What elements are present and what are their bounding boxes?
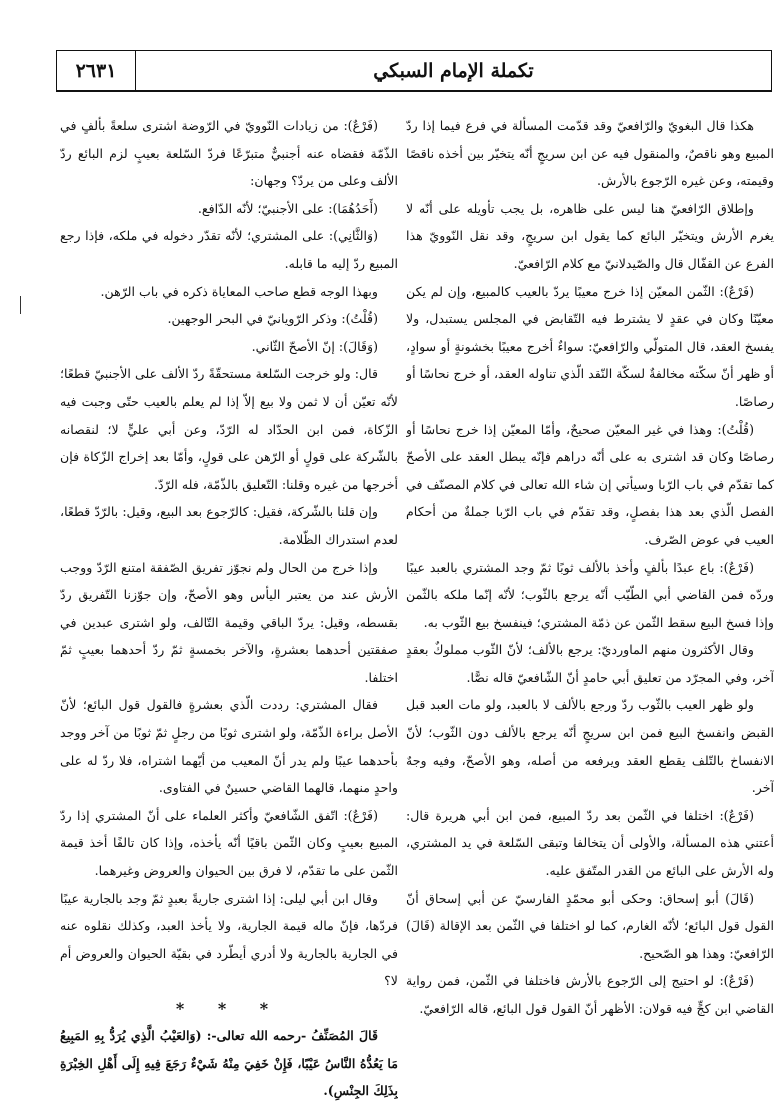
paragraph: فقال المشتري: رددت الّذي بعشرةٍ فالقول قول البائع؛ لأنّ الأصل براءة الذّمّة، ولو اشترى ثوبًا من رجلٍ ثمّ ثوبًا من آخر ووجد بأحدهما عيبًا ولم يدر أنّ المعيب من أيّهما اشتراه، فلا ردّ له على واحدٍ منهما، قالهما القاضي حسينٌ في الفتاوى.	[60, 697, 398, 796]
paragraph: (فَرْعٌ): من زيادات النّوويّ في الرّوضة اشترى سلعةً بألفٍ في الذّمّة فقضاه عنه أجنبيٌّ متبرّعًا فردّ السّلعة بعيبٍ لزم البائع ردّ الألف وعلى من يردّ؟ وجهان:	[60, 118, 398, 189]
section-separator: * * *	[175, 999, 283, 1018]
paragraph: (قُلْتُ): وهذا في غير المعيّن صحيحٌ، وأمّا المعيّن إذا خرج نحاسًا أو رصاصًا وكان قد اشترى به على أنّه دراهم فإنّه يبطل العقد على الأصحّ كما تقدّم في باب الرّبا وسيأتي إن شاء الله تعالى في كلام المصنّف في الفصل الّذي بعد هذا بفصلٍ، وقد تقدّم في باب الرّبا جملةٌ من أحكام العيب في عوض الصّرف.	[406, 421, 774, 547]
right-column	[406, 112, 774, 1023]
page-number: ٢٦٣١	[57, 51, 136, 90]
paragraph: وإذا خرج من الحال ولم نجوّز تفريق الصّفقة امتنع الرّدّ ووجب الأرش عند من يعتبر اليأس وهو الأصحّ، وإن جوّزنا التّفريق ردّ بقسطه، وقيل: يردّ الباقي وقيمة التّالف، ولو اشترى عبدين في صفقتين أحدهما بعشرةٍ، والآخر بخمسةٍ ثمّ ردّ أحدهما بعيبٍ ثمّ اختلفا.	[60, 559, 398, 685]
paragraph: وإطلاق الرّافعيّ هنا ليس على ظاهره، بل يجب تأويله على أنّه لا يغرم الأرش ويتخيّر البائع كما يقول ابن سريجٍ، وقد نقل النّوويّ هذا الفرع عن القفّال قال والصّيدلانيّ مع كلام الرّافعيّ.	[406, 200, 774, 271]
paragraph: وبهذا الوجه قطع صاحب المعاياة ذكره في باب الرّهن.	[100, 283, 378, 299]
paragraph: هكذا قال البغويّ والرّافعيّ وقد قدّمت المسألة في فرع فيما إذا ردّ المبيع وهو ناقصٌ، والمنقول فيه عن ابن سريجٍ أنّه يتخيّر بين أخذه ناقصًا وقيمته، وعن غيره الرّجوع بالأرش.	[406, 118, 774, 189]
author-quote: قَالَ المُصَنِّفُ -رحمه الله تعالى-: (وَالعَيْبُ الَّذِي يُرَدُّ بِهِ المَبِيعُ مَا يَعُدُّهُ النَّاسُ عَيْبًا، فَإِنْ خَفِيَ مِنْهُ شَيْءٌ رَجَعَ فِيهِ إِلَى أَهْلِ الخِبْرَةِ بِذَلِكَ الجِنْسِ).	[60, 1028, 398, 1099]
paragraph: قال: ولو خرجت السّلعة مستحقّةً ردّ الألف على الأجنبيّ قطعًا؛ لأنّه تعيّن أن لا ثمن ولا بيع إلاّ إذا لم يعلم بالعيب حتّى وجبت فيه الزّكاة، فمن ابن الحدّاد له الرّدّ، وعن أبي عليٍّ لا؛ لنقصانه بالشّركة على قولٍ أو الرّهن على قولٍ، وأمّا بعد إخراج الزّكاة فإن أخرجها من غيره وقلنا: التّعليق بالذّمّة، فله الرّدّ.	[60, 366, 398, 492]
paragraph: ولو ظهر العيب بالثّوب ردّ ورجع بالألف لا بالعبد، ولو مات العبد قبل القبض وانفسخ البيع فمن ابن سريجٍ أنّه يرجع بالألف دون الثّوب؛ لأنّ الانفساخ بالتّلف يقطع العقد ويرفعه من أصله، وهو الأصحّ، وفيه وجهٌ آخر.	[406, 697, 774, 796]
paragraph: وإن قلنا بالشّركة، فقيل: كالرّجوع بعد البيع، وقيل: بالرّدّ قطعًا، لعدم استدراك الظّلامة.	[60, 504, 398, 547]
paragraph: (قُلْتُ): وذكر الرّويانيّ في البحر الوجهين.	[167, 311, 378, 327]
paragraph: (أَحَدُهُمَا): على الأجنبيّ؛ لأنّه الدّافع.	[197, 200, 378, 216]
page-header	[56, 50, 772, 92]
margin-mark	[20, 296, 21, 314]
paragraph: (وَقَالَ): إنّ الأصحّ الثّاني.	[251, 338, 378, 354]
left-column	[60, 112, 398, 1105]
paragraph: وقال ابن أبي ليلى: إذا اشترى جاريةً بعبدٍ ثمّ وجد بالجارية عيبًا فردّها، فإنّ ماله قيمة الجارية، ولا يأخذ العبد، وكذلك نقلوه عنه في الجارية بالجارية ولا أدري أيطّرد في بقيّة الحيوان والعروض أم لا؟	[60, 890, 398, 989]
paragraph: (فَرْعٌ): باع عبدًا بألفٍ وأخذ بالألف ثوبًا ثمّ وجد المشتري بالعبد عيبًا وردّه فمن القاضي أبي الطّيّب أنّه يرجع بالثّوب؛ لأنّه إنّما ملكه بالثّمن وإذا فسخ البيع سقط الثّمن عن ذمّة المشتري؛ فينفسخ بيع الثّوب به.	[406, 559, 774, 630]
paragraph: (فَرْعٌ): اختلفا في الثّمن بعد ردّ المبيع، فمن ابن أبي هريرة قال: أعتني هذه المسألة، والأولى أن يتخالفا وتبقى السّلعة في يد المشتري، وله الأرش على البائع من القدر المتّفق عليه.	[406, 807, 774, 879]
paragraph: (فَرْعٌ): الثّمن المعيّن إذا خرج معيبًا يردّ بالعيب كالمبيع، وإن لم يكن معيّنًا وكان في عقدٍ لا يشترط فيه التّقابض في المجلس يستبدل، ولا يفسخ العقد، قال المتولّي والرّافعيّ: سواءٌ أخرج معيبًا بخشونةٍ أو سوادٍ، أو ظهر أنّ سكّته مخالفةٌ لسكّة النّقد الّذي تناوله العقد، أو خرج نحاسًا أو رصاصًا.	[406, 283, 774, 409]
paragraph: (فَرْعٌ): لو احتيج إلى الرّجوع بالأرش فاختلفا في الثّمن، فمن رواية القاضي ابن كجٍّ فيه قولان: الأظهر أنّ القول قول البائع، قاله الرّافعيّ.	[406, 973, 774, 1016]
paragraph: (فَرْعٌ): اتّفق الشّافعيّ وأكثر العلماء على أنّ المشتري إذا ردّ المبيع بعيبٍ وكان الثّمن باقيًا أنّه يأخذه، وإذا كان تالفًا أخذ قيمة الثّمن على ما تقدّم، لا فرق بين الحيوان والعروض وغيرهما.	[60, 807, 398, 879]
paragraph: (قَالَ) أبو إسحاق: وحكى أبو محمّدٍ الفارسيّ عن أبي إسحاق أنّ القول قول البائع؛ لأنّه الغارم، كما لو اختلفا في الثّمن بعد الإقالة (قَالَ) الرّافعيّ: وهذا هو الصّحيح.	[406, 890, 774, 961]
paragraph: (وَالثَّانِي): على المشتري؛ لأنّه تقدّر دخوله في ملكه، فإذا رجع المبيع ردّ إليه ما قابله.	[60, 228, 398, 271]
paragraph: وقال الأكثرون منهم الماورديّ: يرجع بالألف؛ لأنّ الثّوب مملوكٌ بعقدٍ آخر، وفي المجرّد من تعليق أبي حامدٍ أنّ الشّافعيّ قاله نصًّا.	[406, 642, 774, 685]
book-title: تكملة الإمام السبكي	[373, 60, 534, 82]
